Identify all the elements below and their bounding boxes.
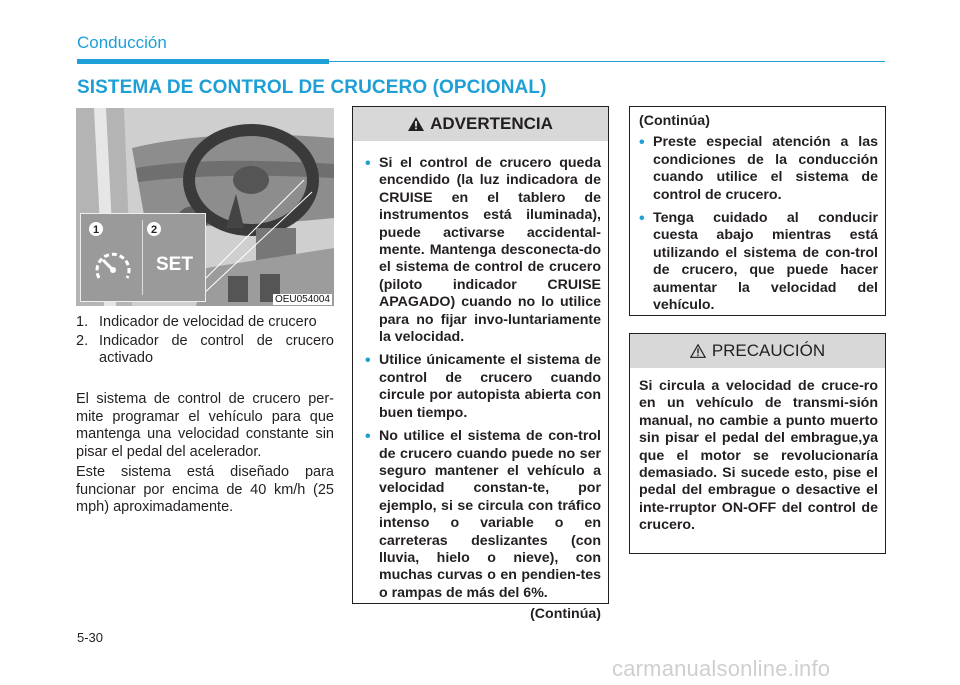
list-item-text: Indicador de velocidad de crucero bbox=[99, 314, 317, 330]
list-item bbox=[76, 314, 334, 331]
figure-legend-list bbox=[76, 314, 334, 369]
list-item-number: 2. bbox=[76, 333, 89, 349]
body-paragraph-2: Este sistema está diseñado para funcionar por encima de 40 km/h (25 mph) aproximadamente. bbox=[76, 464, 334, 515]
warning-title: ADVERTENCIA bbox=[430, 114, 553, 133]
list-item: • Preste especial atención a las condiciones de la conducción cuando utilice el sistema de control de crucero. bbox=[639, 134, 878, 204]
page-number: 5-30 bbox=[77, 630, 104, 645]
caution-header bbox=[630, 334, 885, 368]
callout-2-icon bbox=[146, 221, 162, 237]
warning-header bbox=[353, 107, 608, 141]
continued-label: (Continúa) bbox=[639, 113, 710, 129]
speedometer-icon bbox=[93, 248, 133, 282]
warning-box bbox=[352, 106, 609, 623]
list-item: • Si el control de crucero queda encendido (la luz indicadora de CRUISE en el tablero de instrumentos está iluminada), puede activarse accidental-mente. Mantenga desconecta-do el sistema de control de crucero (piloto indicador CRUISE APAGADO) cuando no lo utilice para no fijar invo-luntariamente la velocidad. bbox=[365, 155, 601, 346]
callout-2-label: 2 bbox=[150, 224, 158, 236]
caution-triangle-icon bbox=[690, 344, 706, 358]
set-indicator-label: SET bbox=[156, 254, 193, 275]
section-rule-thick bbox=[77, 59, 329, 64]
warning-list bbox=[365, 155, 601, 602]
figure-code: OEU054004 bbox=[274, 294, 330, 305]
dashboard-figure bbox=[76, 108, 334, 306]
callout-1-label: 1 bbox=[92, 224, 100, 236]
caution-text: Si circula a velocidad de cruce-ro en un vehículo de transmi-sión manual, no cambie a punto muerto sin pisar el pedal del embrague,ya que el motor se revolucionaría demasiado. Si sucede esto, pise el pedal del embrague o desactive el inte-rruptor ON-OFF del control de crucero. bbox=[639, 378, 878, 534]
page-title: SISTEMA DE CONTROL DE CRUCERO (OPCIONAL) bbox=[77, 77, 547, 98]
warning-triangle-icon bbox=[408, 117, 424, 131]
body-paragraph-1: El sistema de control de crucero per-mite programar el vehículo para que mantenga una velocidad constante sin pisar el pedal del acelerador. bbox=[76, 391, 334, 460]
section-rule-thin bbox=[329, 61, 885, 62]
section-label: Conducción bbox=[77, 33, 167, 52]
continued-box bbox=[629, 106, 886, 316]
cruise-indicator-inset bbox=[80, 213, 206, 302]
list-item bbox=[76, 333, 334, 367]
list-item: • Utilice únicamente el sistema de control de crucero cuando circule por autopista abierta con buen tiempo. bbox=[365, 352, 601, 422]
warning-continued: (Continúa) bbox=[530, 606, 601, 623]
list-item-number: 1. bbox=[76, 314, 89, 330]
callout-1-icon bbox=[88, 221, 104, 237]
caution-title: PRECAUCIÓN bbox=[711, 341, 826, 360]
list-item: • Tenga cuidado al conducir cuesta abajo mientras está utilizando el sistema de con-trol de crucero, que puede hacer aumentar la velocidad del vehículo. bbox=[639, 210, 878, 314]
list-item: • No utilice el sistema de con-trol de crucero cuando puede no ser seguro mantener el vehículo a velocidad constan-te, por ejemplo, si se circula con tráfico intenso o variable o en carreteras deslizantes (con lluvia, hielo o nieve), con muchas curvas o en pendien-tes o rampas de más del 6%. bbox=[365, 428, 601, 602]
watermark: carmanualsonline.info bbox=[612, 656, 831, 681]
continued-list bbox=[639, 134, 878, 314]
list-item-text: Indicador de control de crucero activado bbox=[99, 333, 334, 366]
caution-box bbox=[629, 333, 886, 554]
inset-divider bbox=[142, 220, 143, 295]
